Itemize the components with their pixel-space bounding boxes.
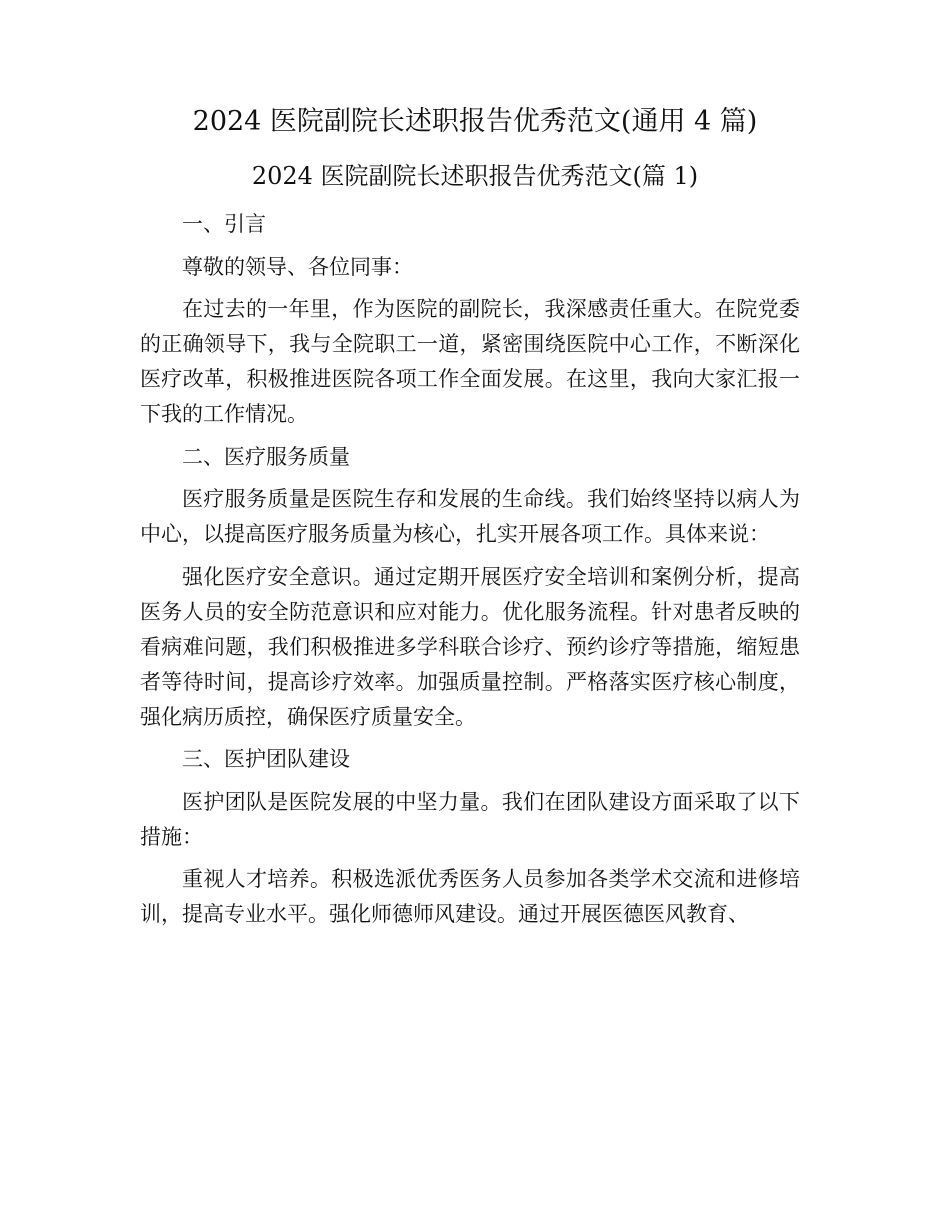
paragraph-salutation: 尊敬的领导、各位同事： [182,254,413,279]
document-subtitle: 2024 医院副院长述职报告优秀范文(篇 1) [251,162,699,190]
section-heading-service-quality: 二、医疗服务质量 [182,444,350,469]
section-heading-intro: 一、引言 [182,212,266,236]
paragraph-team-building: 医护团队是医院发展的中坚力量。我们在团队建设方面采取了以下措施： [140,789,800,849]
document-body [140,207,800,940]
paragraph-safety-measures: 强化医疗安全意识。通过定期开展医疗安全培训和案例分析，提高医务人员的安全防范意识和应对能力。优化服务流程。针对患者反映的看病难问题，我们积极推进多学科联合诊疗、预约诊疗等措施，缩短患者等待时间，提高诊疗效率。加强质量控制。严格落实医疗核心制度，强化病历质控，确保医疗质量安全。 [140,564,800,729]
section-heading-team-building: 三、医护团队建设 [182,747,350,771]
paragraph-service-quality: 医疗服务质量是医院生存和发展的生命线。我们始终坚持以病人为中心，以提高医疗服务质量为核心，扎实开展各项工作。具体来说： [140,487,800,546]
paragraph-intro: 在过去的一年里，作为医院的副院长，我深感责任重大。在院党委的正确领导下，我与全院职工一道，紧密围绕医院中心工作，不断深化医疗改革，积极推进医院各项工作全面发展。在这里，我向大家汇报一下我的工作情况。 [140,297,800,426]
document-title: 2024 医院副院长述职报告优秀范文(通用 4 篇) [192,106,758,137]
paragraph-talent-training: 重视人才培养。积极选派优秀医务人员参加各类学术交流和进修培训，提高专业水平。强化师德师风建设。通过开展医德医风教育、 [140,867,800,926]
